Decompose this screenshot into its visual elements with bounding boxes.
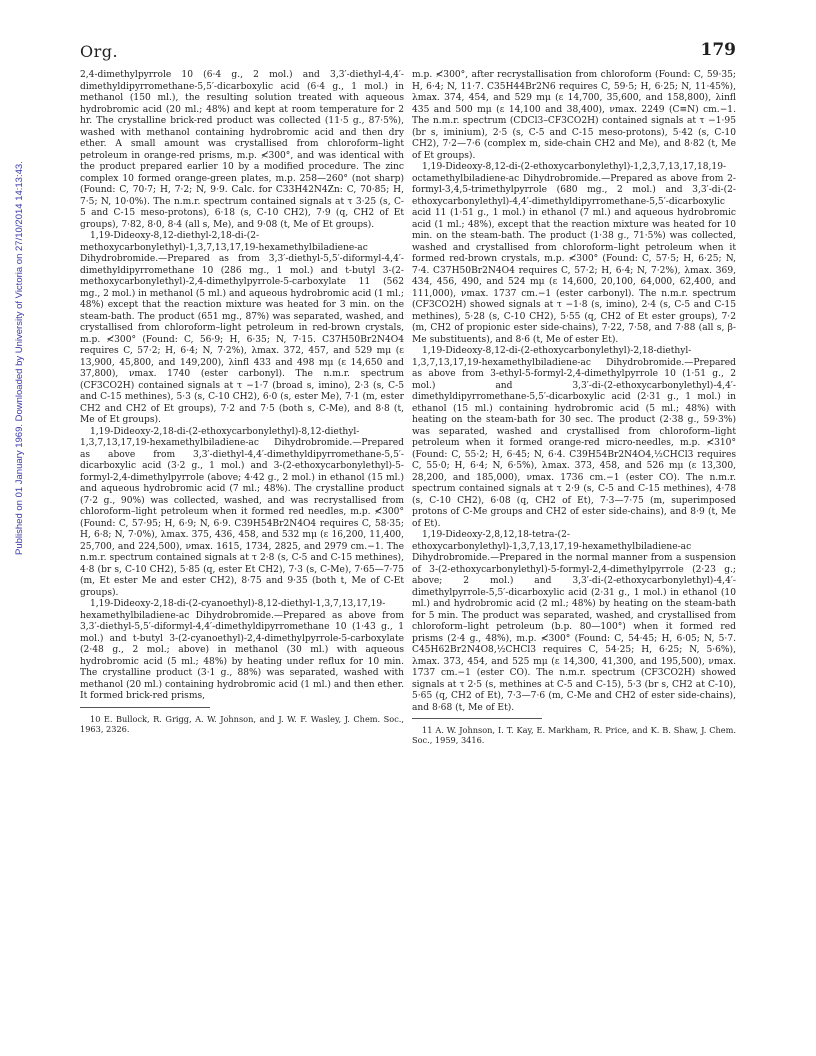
paragraph: 1,19-Dideoxy-8,12-di-(2-ethoxycarbonylethyl)-2,18-diethyl-1,3,7,13,17,19-hexamethylbiladiene-ac Dihydrobromide.—Prepared as above from 3-ethyl-5-formyl-2,4-dimethylpyrrole 10 (1·51 g., 2 mol.) and 3,3′-di-(2-ethoxycarbonylethyl)-4,4′-dimethyldipyrromethane-5,5′-dicarboxylic acid (2·31 g., 1 mol.) in ethanol (15 ml.) containing hydrobromic acid (5 ml.; 48%) with heating on the steam-bath for 30 sec. The product (2·38 g., 59·3%) was separated, washed and crystallised from chloroform–light petroleum when it formed orange-red micro-needles, m.p. ≮310° (Found: C, 55·2; H, 6·45; N, 6·4. C39H54Br2N4O4,½CHCl3 requires C, 55·0; H, 6·4; N, 6·5%), λmax. 373, 458, and 526 mμ (ε 13,300, 28,200, and 185,000), νmax. 1736 cm.−1 (ester CO). The n.m.r. spectrum contained signals at τ 2·9 (s, C-5 and C-15 methines), 4·78 (s, C-10 CH2), 6·08 (q, CH2 of Et), 7·3—7·75 (m, superimposed protons of C-Me groups and CH2 of ester side-chains), and 8·9 (t, Me of Et). <box>412 346 736 529</box>
left-text-column <box>80 70 404 734</box>
paragraph: m.p. ≮300°, after recrystallisation from chloroform (Found: C, 59·35; H, 6·4; N, 11·7. C35H44Br2N6 requires C, 59·5; H, 6·25; N, 11·45%), λmax. 374, 454, and 529 mμ (ε 14,700, 35,600, and 158,800), λinfl 435 and 500 mμ (ε 14,100 and 38,400), νmax. 2249 (C≡N) cm.−1. The n.m.r. spectrum (CDCl3–CF3CO2H) contained signals at τ −1·95 (br s, iminium), 2·5 (s, C-5 and C-15 meso-protons), 5·42 (s, C-10 CH2), 7·2—7·6 (complex m, side-chain CH2 and Me), and 8·82 (t, Me of Et groups). <box>412 70 736 161</box>
publication-sidebar-note[interactable]: Published on 01 January 1969. Downloaded by University of Victoria on 27/10/2014 14:13:43. <box>14 161 25 555</box>
footnote-section <box>412 725 736 745</box>
right-text-column <box>412 70 736 745</box>
footnote-divider <box>412 718 542 719</box>
paragraph: 1,19-Dideoxy-8,12-di-(2-ethoxycarbonylethyl)-1,2,3,7,13,17,18,19-octamethylbiladiene-ac Dihydrobromide.—Prepared as above from 2-formyl-3,4,5-trimethylpyrrole (680 mg., 2 mol.) and 3,3′-di-(2-ethoxycarbonylethyl)-4,4′-dimethyldipyrromethane-5,5′-dicarboxylic acid 11 (1·51 g., 1 mol.) in ethanol (7 ml.) and aqueous hydrobromic acid (1 ml.; 48%), except that the reaction mixture was heated for 10 min. on the steam-bath. The product (1·38 g., 71·5%) was collected, washed and crystallised from chloroform–light petroleum when it formed red-brown crystals, m.p. ≮300° (Found: C, 57·5; H, 6·25; N, 7·4. C37H50Br2N4O4 requires C, 57·2; H, 6·4; N, 7·2%), λmax. 369, 434, 456, 490, and 524 mμ (ε 14,600, 20,100, 64,000, 62,400, and 111,000), νmax. 1737 cm.−1 (ester carbonyl). The n.m.r. spectrum (CF3CO2H) showed signals at τ −1·8 (s, imino), 2·4 (s, C-5 and C-15 methines), 5·28 (s, C-10 CH2), 5·55 (q, CH2 of Et ester groups), 7·2 (m, CH2 of propionic ester side-chains), 7·22, 7·58, and 7·88 (all s, β-Me substituents), and 8·6 (t, Me of ester Et). <box>412 162 736 345</box>
page-number: 179 <box>700 40 736 60</box>
paragraph: 2,4-dimethylpyrrole 10 (6·4 g., 2 mol.) and 3,3′-diethyl-4,4′-dimethyldipyrromethane-5,5′-dicarboxylic acid (6·4 g., 1 mol.) in methanol (150 ml.), the resulting solution treated with aqueous hydrobromic acid (20 ml.; 48%) and kept at room temperature for 2 hr. The crystalline brick-red product was collected (11·5 g., 87·5%), washed with methanol containing hydrobromic acid and then dry ether. A small amount was crystallised from chloroform–light petroleum in orange-red prisms, m.p. ≮300°, and was identical with the product prepared earlier 10 by a modified procedure. The zinc complex 10 formed orange-green plates, m.p. 258—260° (not sharp) (Found: C, 70·7; H, 7·2; N, 9·9. Calc. for C33H42N4Zn: C, 70·85; H, 7·5; N, 10·0%). The n.m.r. spectrum contained signals at τ 3·25 (s, C-5 and C-15 meso-protons), 6·18 (s, C-10 CH2), 7·9 (q, CH2 of Et groups), 7·82, 8·0, 8·4 (all s, Me), and 9·08 (t, Me of Et groups). <box>80 70 404 230</box>
footnote-section <box>80 714 404 734</box>
footnote-divider <box>80 707 210 708</box>
footnote: 10 E. Bullock, R. Grigg, A. W. Johnson, and J. W. F. Wasley, J. Chem. Soc., 1963, 2326. <box>80 713 404 734</box>
paragraph: 1,19-Dideoxy-2,8,12,18-tetra-(2-ethoxycarbonylethyl)-1,3,7,13,17,19-hexamethylbiladiene-ac Dihydrobromide.—Prepared in the normal manner from a suspension of 3-(2-ethoxycarbonylethyl)-5-formyl-2,4-dimethylpyrrole (2·23 g.; above; 2 mol.) and 3,3′-di-(2-ethoxycarbonylethyl)-4,4′-dimethylpyrrole-5,5′-dicarboxylic acid (2·31 g., 1 mol.) in ethanol (10 ml.) and hydrobromic acid (2 ml.; 48%) by heating on the steam-bath for 5 min. The product was separated, washed, and crystallised from chloroform–light petroleum (b.p. 80—100°) when it formed red prisms (2·4 g., 48%), m.p. ≮300° (Found: C, 54·45; H, 6·05; N, 5·7. C45H62Br2N4O8,½CHCl3 requires C, 54·25; H, 6·25; N, 5·6%), λmax. 373, 454, and 525 mμ (ε 14,300, 41,300, and 195,500), νmax. 1737 cm.−1 (ester CO). The n.m.r. spectrum (CF3CO2H) showed signals at τ 2·5 (s, methines at C-5 and C-15), 5·3 (br s, CH2 at C-10), 5·65 (q, CH2 of Et), 7·3—7·6 (m, C-Me and CH2 of ester side-chains), and 8·68 (t, Me of Et). <box>412 530 736 713</box>
paragraph: 1,19-Dideoxy-8,12-diethyl-2,18-di-(2-methoxycarbonylethyl)-1,3,7,13,17,19-hexamethylbiladiene-ac Dihydrobromide.—Prepared as from 3,3′-diethyl-5,5′-diformyl-4,4′-dimethyldipyrromethane 10 (286 mg., 1 mol.) and t-butyl 3-(2-methoxycarbonylethyl)-2,4-dimethylpyrrole-5-carboxylate 11 (562 mg., 2 mol.) in methanol (5 ml.) and aqueous hydrobromic acid (1 ml.; 48%) except that the reaction mixture was heated for 3 min. on the steam-bath. The product (651 mg., 87%) was separated, washed, and crystallised from chloroform–light petroleum in red-brown crystals, m.p. ≮300° (Found: C, 56·9; H, 6·35; N, 7·15. C37H50Br2N4O4 requires C, 57·2; H, 6·4; N, 7·2%), λmax. 372, 457, and 529 mμ (ε 13,900, 45,800, and 149,200), λinfl 433 and 498 mμ (ε 14,650 and 37,800), νmax. 1740 (ester carbonyl). The n.m.r. spectrum (CF3CO2H) contained signals at τ −1·7 (broad s, imino), 2·3 (s, C-5 and C-15 methines), 5·3 (s, C-10 CH2), 6·0 (s, ester Me), 7·1 (m, ester CH2 and CH2 of Et groups), 7·2 and 7·5 (both s, C-Me), and 8·8 (t, Me of Et groups). <box>80 231 404 425</box>
footnote: 11 A. W. Johnson, I. T. Kay, E. Markham, R. Price, and K. B. Shaw, J. Chem. Soc., 1959, 3416. <box>412 725 736 746</box>
journal-section-label: Org. <box>80 42 119 61</box>
paragraph: 1,19-Dideoxy-2,18-di-(2-ethoxycarbonylethyl)-8,12-diethyl-1,3,7,13,17,19-hexamethylbiladiene-ac Dihydrobromide.—Prepared as above from 3,3′-diethyl-4,4′-dimethyldipyrromethane-5,5′-dicarboxylic acid (3·2 g., 1 mol.) and 3-(2-ethoxycarbonylethyl)-5-formyl-2,4-dimethylpyrrole (above; 4·42 g., 2 mol.) in ethanol (15 ml.) and aqueous hydrobromic acid (7 ml.; 48%). The crystalline product (7·2 g., 90%) was collected, washed, and was recrystallised from chloroform–light petroleum when it formed red needles, m.p. ≮300° (Found: C, 57·95; H, 6·9; N, 6·9. C39H54Br2N4O4 requires C, 58·35; H, 6·8; N, 7·0%), λmax. 375, 436, 458, and 532 mμ (ε 16,200, 11,400, 25,700, and 224,500), νmax. 1615, 1734, 2825, and 2979 cm.−1. The n.m.r. spectrum contained signals at τ 2·8 (s, C-5 and C-15 methines), 4·8 (br s, C-10 CH2), 5·85 (q, ester Et CH2), 7·3 (s, C-Me), 7·65—7·75 (m, Et ester Me and ester CH2), 8·75 and 9·35 (both t, Me of C-Et groups). <box>80 426 404 598</box>
paragraph: 1,19-Dideoxy-2,18-di-(2-cyanoethyl)-8,12-diethyl-1,3,7,13,17,19-hexamethylbiladiene-ac Dihydrobromide.—Prepared as above from 3,3′-diethyl-5,5′-diformyl-4,4′-dimethyldipyrromethane 10 (1·43 g., 1 mol.) and t-butyl 3-(2-cyanoethyl)-2,4-dimethylpyrrole-5-carboxylate (2·48 g., 2 mol.; above) in methanol (30 ml.) with aqueous hydrobromic acid (5 ml.; 48%) by heating under reflux for 10 min. The crystalline product (3·1 g., 88%) was separated, washed with methanol (20 ml.) containing hydrobromic acid (1 ml.) and then ether. It formed brick-red prisms, <box>80 599 404 701</box>
